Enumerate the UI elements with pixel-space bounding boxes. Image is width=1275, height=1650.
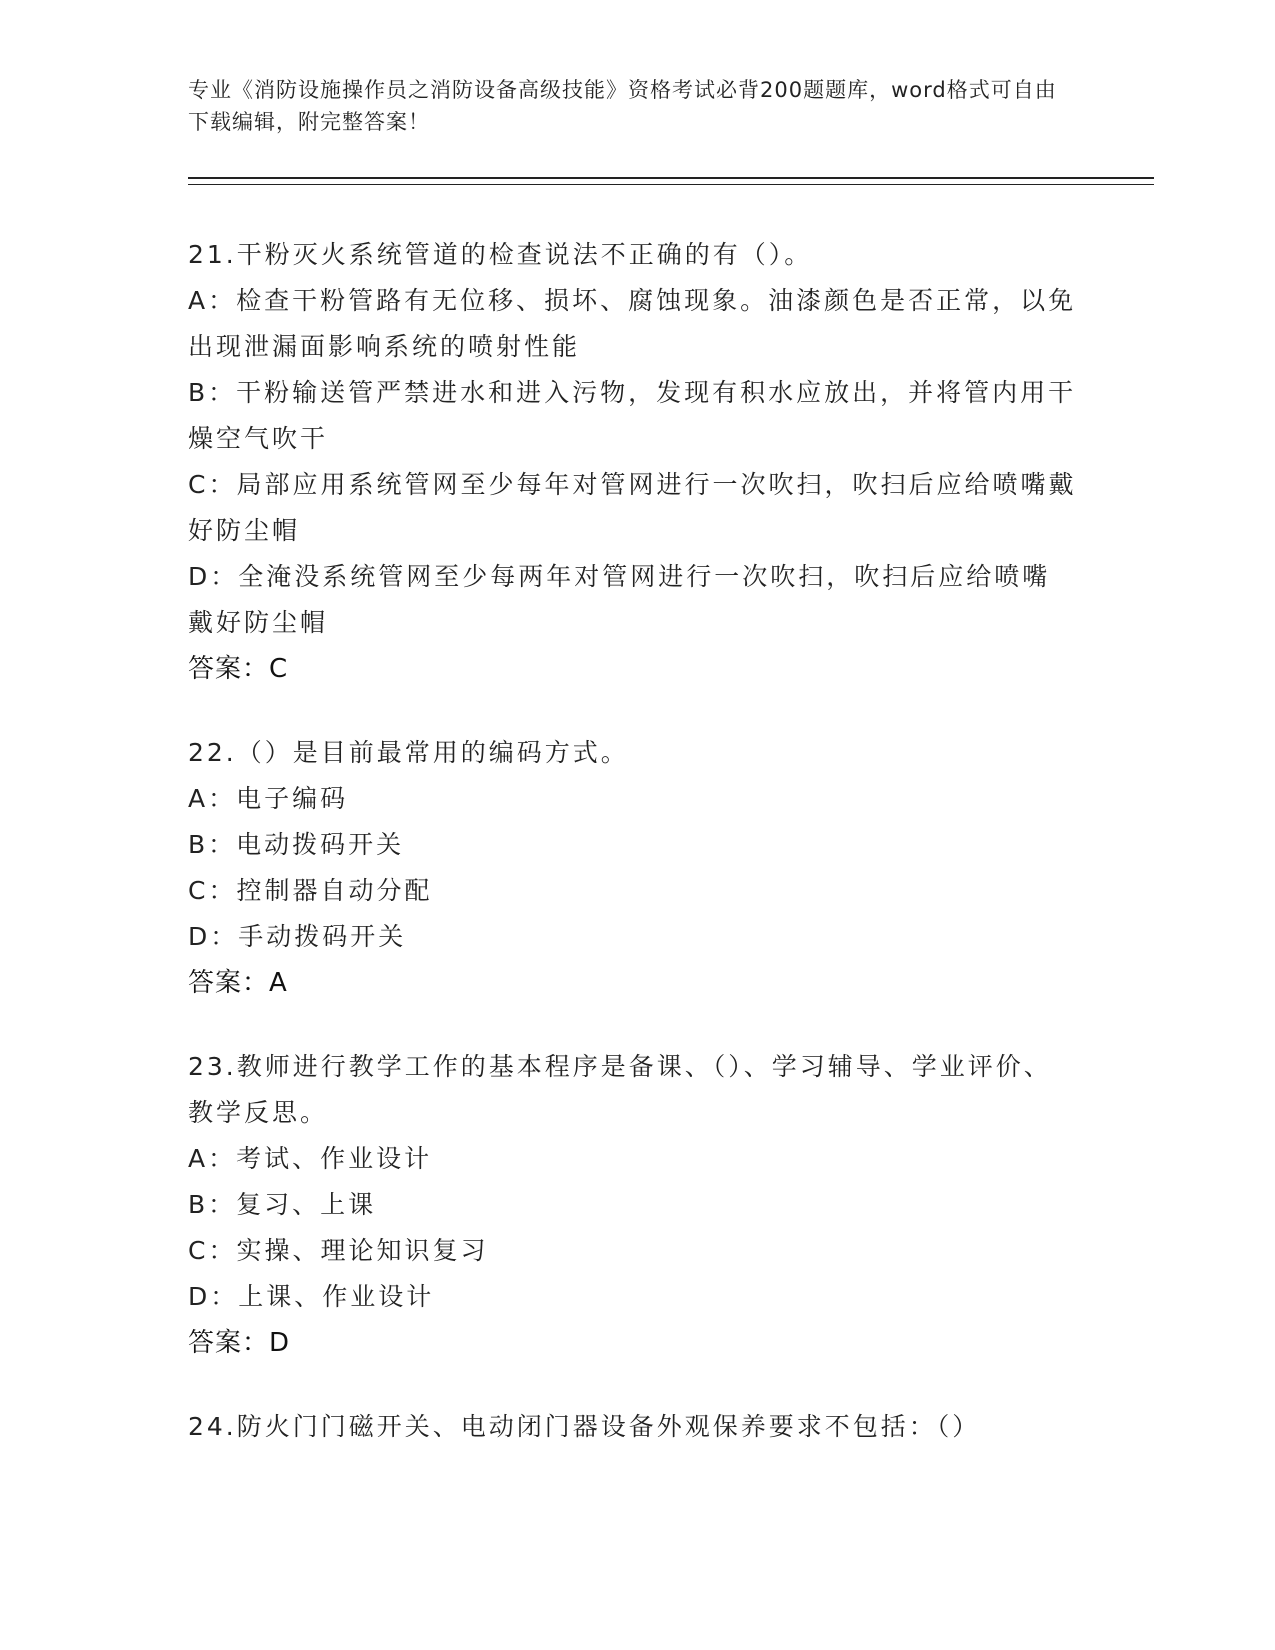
option-c: C：控制器自动分配 (188, 876, 433, 905)
question-list (188, 232, 1078, 1488)
answer-line: 答案：A (188, 968, 288, 998)
option-b: B：复习、上课 (188, 1190, 377, 1219)
header-divider (188, 177, 1154, 185)
option-b: B：干粉输送管严禁进水和进入污物，发现有积水应放出，并将管内用干燥空气吹干 (188, 378, 1077, 453)
option-d: D：手动拨码开关 (188, 922, 407, 951)
question-stem: 21.干粉灭火系统管道的检查说法不正确的有（）。 (188, 240, 813, 269)
option-a: A：检查干粉管路有无位移、损坏、腐蚀现象。油漆颜色是否正常，以免出现泄漏面影响系统的喷射性能 (188, 286, 1077, 361)
question-23 (188, 1044, 1078, 1366)
option-d: D：全淹没系统管网至少每两年对管网进行一次吹扫，吹扫后应给喷嘴戴好防尘帽 (188, 562, 1051, 637)
question-stem: 22.（）是目前最常用的编码方式。 (188, 738, 629, 767)
document-header: 专业《消防设施操作员之消防设备高级技能》资格考试必背200题题库，word格式可自由下载编辑，附完整答案！ (188, 78, 1057, 134)
question-21 (188, 232, 1078, 692)
question-24 (188, 1404, 1078, 1450)
answer-line: 答案：D (188, 1328, 291, 1358)
option-b: B：电动拨码开关 (188, 830, 405, 859)
option-a: A：电子编码 (188, 784, 349, 813)
option-a: A：考试、作业设计 (188, 1144, 433, 1173)
option-c: C：实操、理论知识复习 (188, 1236, 489, 1265)
option-d: D：上课、作业设计 (188, 1282, 435, 1311)
question-stem: 23.教师进行教学工作的基本程序是备课、（）、学习辅导、学业评价、教学反思。 (188, 1052, 1052, 1127)
option-c: C：局部应用系统管网至少每年对管网进行一次吹扫，吹扫后应给喷嘴戴好防尘帽 (188, 470, 1077, 545)
question-22 (188, 730, 1078, 1006)
question-stem: 24.防火门门磁开关、电动闭门器设备外观保养要求不包括：（） (188, 1412, 981, 1441)
answer-line: 答案：C (188, 654, 289, 684)
